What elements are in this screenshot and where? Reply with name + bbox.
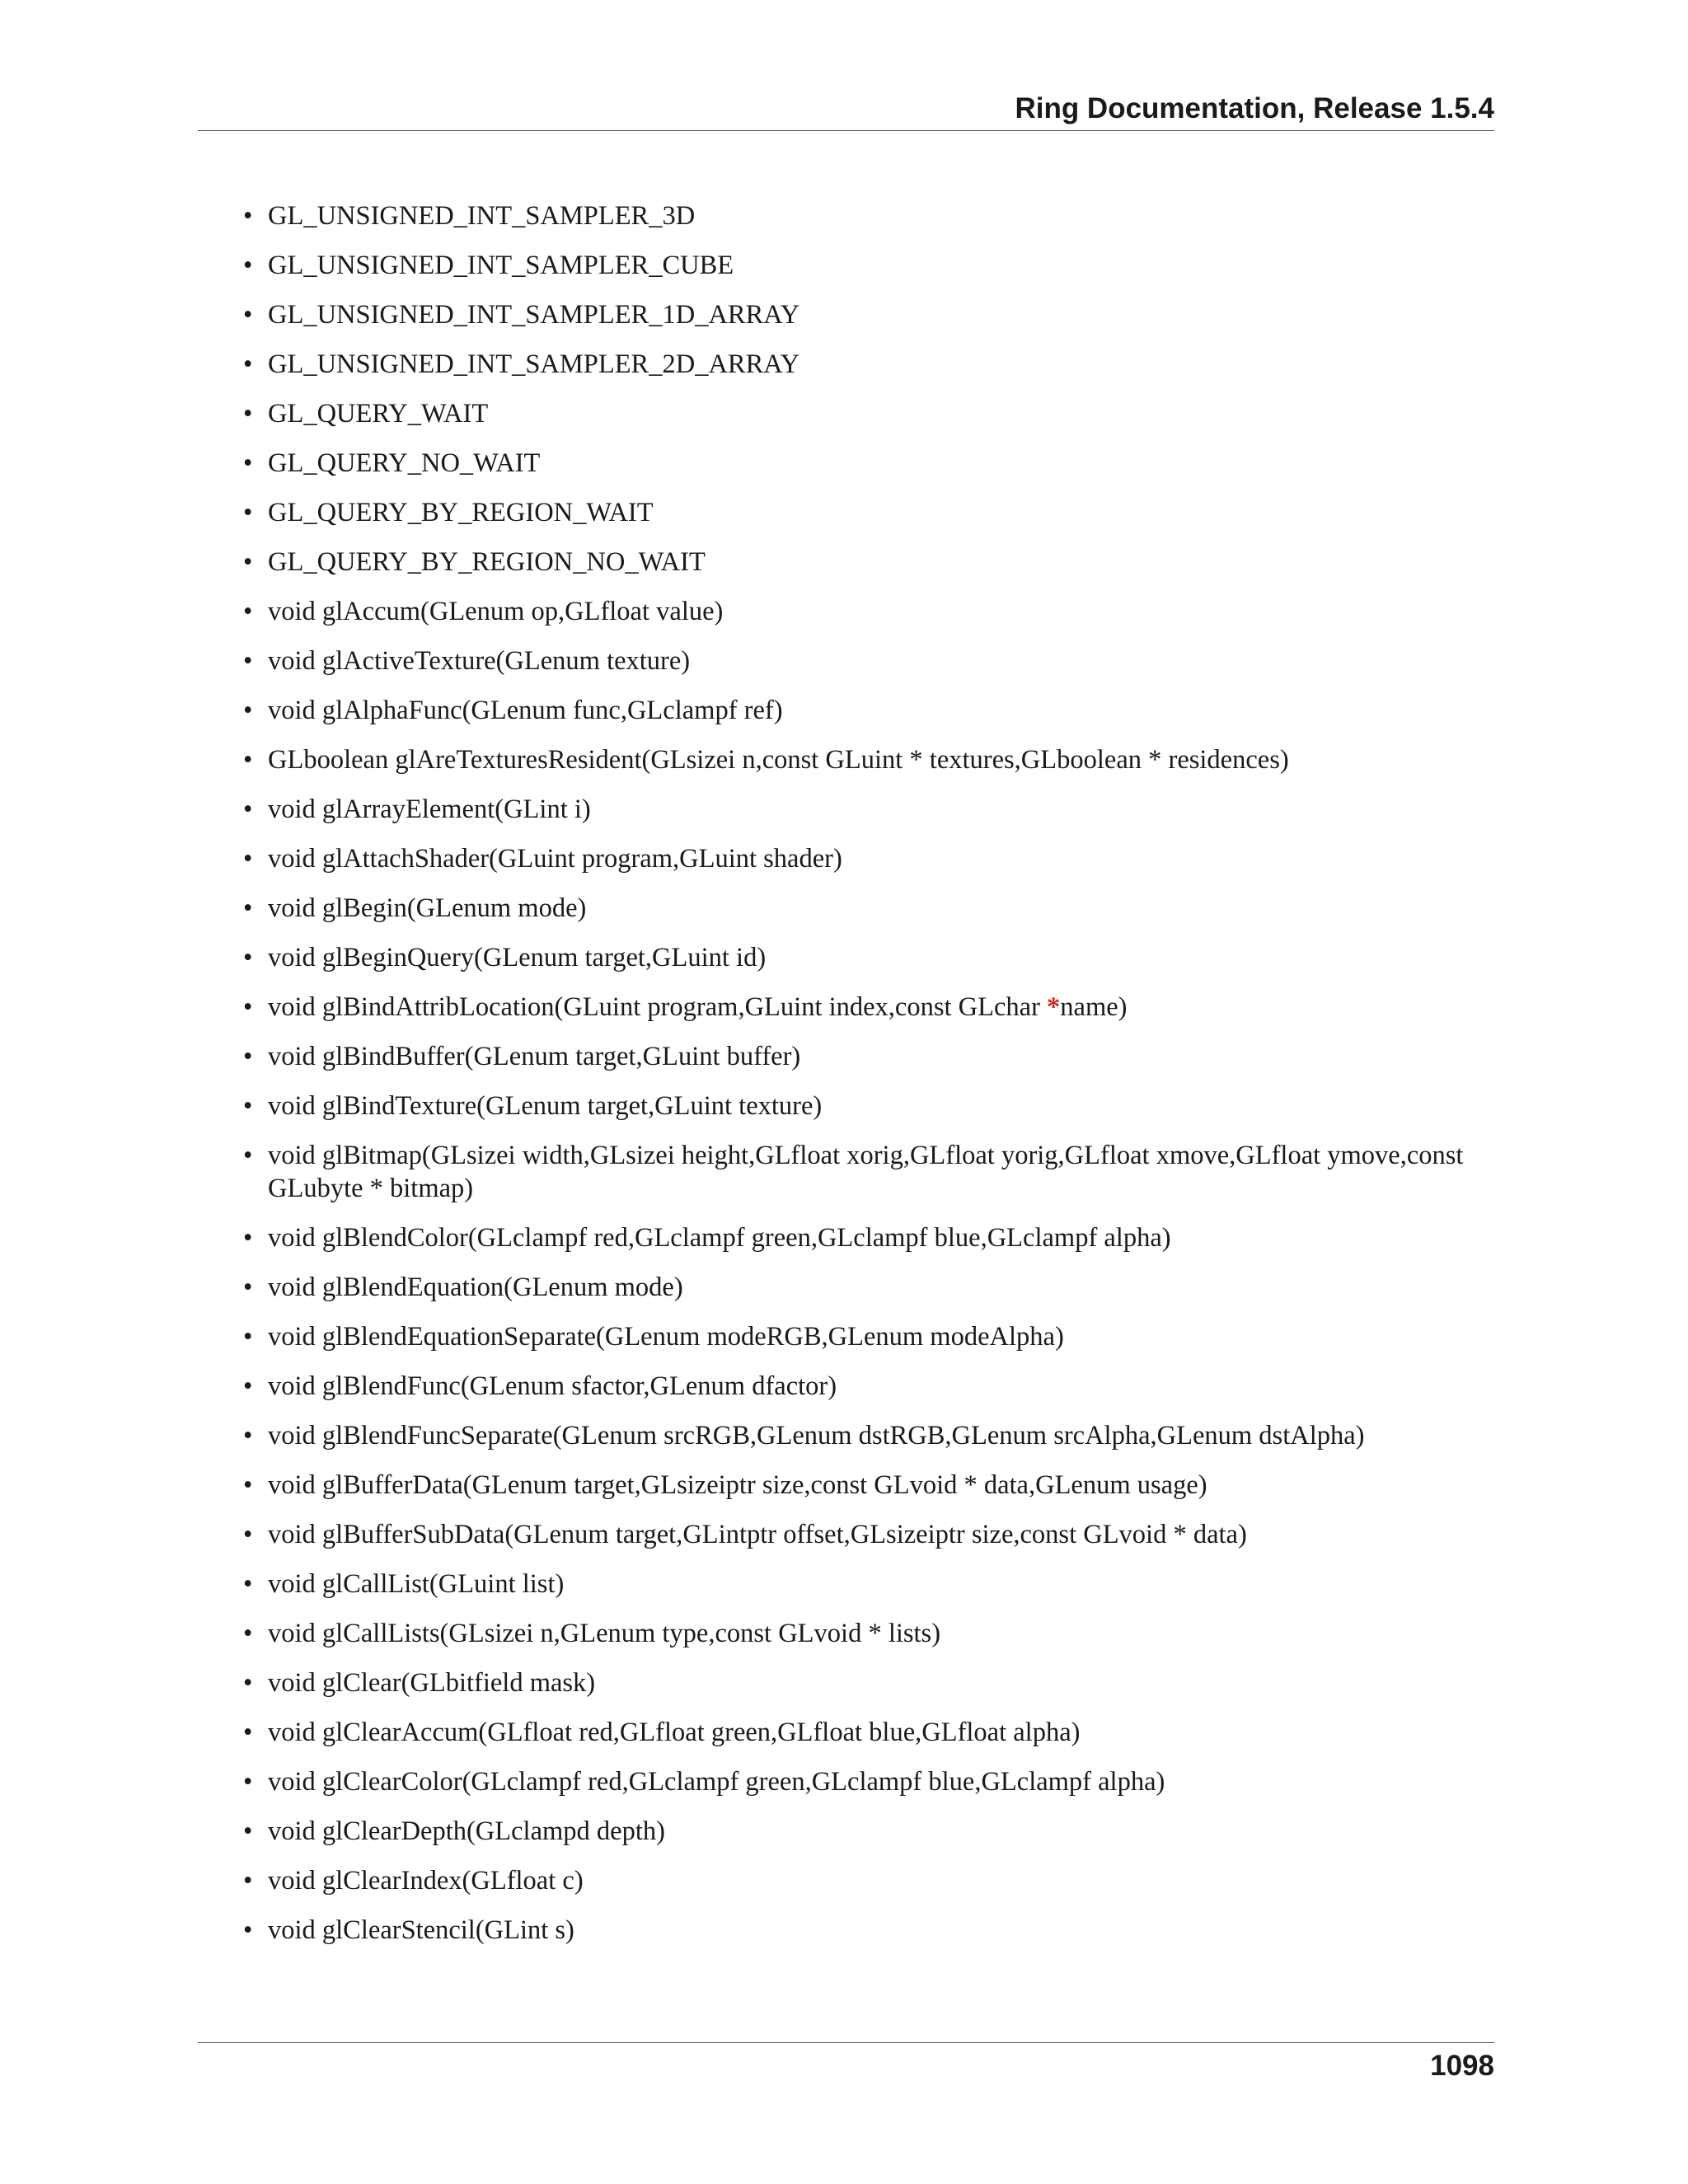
list-item <box>243 941 1496 974</box>
list-item-text: void glCallLists(GLsizei n,GLenum type,const GLvoid * lists) <box>268 1619 941 1648</box>
list-item-text: GL_UNSIGNED_INT_SAMPLER_3D <box>268 201 696 231</box>
list-item <box>243 1040 1496 1073</box>
bullet-icon: • <box>243 1042 253 1071</box>
list-item-text: GL_QUERY_NO_WAIT <box>268 448 541 478</box>
bullet-icon: • <box>243 1322 253 1352</box>
list-item <box>243 1469 1496 1502</box>
list-item-text: void glClear(GLbitfield mask) <box>268 1668 596 1698</box>
list-item <box>243 199 1496 232</box>
list-item-text: void glAttachShader(GLuint program,GLuint shader) <box>268 844 842 874</box>
list-item <box>243 595 1496 628</box>
bullet-icon: • <box>243 646 253 676</box>
list-item <box>243 397 1496 430</box>
list-item-text: void glBitmap(GLsizei width,GLsizei height,GLfloat xorig,GLfloat yorig,GLfloat xmove,GLfloat ymove,const GLubyte * bitmap) <box>268 1141 1464 1203</box>
list-item <box>243 1617 1496 1650</box>
footer-divider <box>198 2042 1494 2043</box>
bullet-icon: • <box>243 844 253 874</box>
list-item-text: void glBlendColor(GLclampf red,GLclampf green,GLclampf blue,GLclampf alpha) <box>268 1223 1171 1253</box>
list-item-text: void glBufferData(GLenum target,GLsizeiptr size,const GLvoid * data,GLenum usage) <box>268 1470 1207 1500</box>
bullet-icon: • <box>243 1569 253 1599</box>
bullet-icon: • <box>243 1915 253 1945</box>
bullet-icon: • <box>243 1668 253 1698</box>
list-item <box>243 1765 1496 1798</box>
bullet-icon: • <box>243 448 253 478</box>
list-item <box>243 1518 1496 1551</box>
list-item-text <box>268 992 1127 1022</box>
bullet-icon: • <box>243 547 253 577</box>
bullet-icon: • <box>243 1223 253 1253</box>
list-item <box>243 1666 1496 1699</box>
list-item <box>243 1568 1496 1601</box>
list-item-text: void glBindTexture(GLenum target,GLuint texture) <box>268 1091 823 1121</box>
bullet-icon: • <box>243 1421 253 1451</box>
list-item-text: void glArrayElement(GLint i) <box>268 794 591 824</box>
bullet-icon: • <box>243 1619 253 1648</box>
bullet-icon: • <box>243 943 253 972</box>
list-item-text: void glClearAccum(GLfloat red,GLfloat green,GLfloat blue,GLfloat alpha) <box>268 1718 1081 1747</box>
bullet-icon: • <box>243 1767 253 1797</box>
list-item-text: void glBufferSubData(GLenum target,GLintptr offset,GLsizeiptr size,const GLvoid * data) <box>268 1520 1247 1549</box>
list-item <box>243 1271 1496 1304</box>
bullet-icon: • <box>243 1141 253 1170</box>
list-item <box>243 842 1496 875</box>
bullet-icon: • <box>243 1470 253 1500</box>
list-item-text: void glActiveTexture(GLenum texture) <box>268 646 691 676</box>
header-divider <box>198 130 1494 131</box>
bullet-icon: • <box>243 300 253 330</box>
list-item-text: GLboolean glAreTexturesResident(GLsizei n,const GLuint * textures,GLboolean * residences) <box>268 745 1289 775</box>
bullet-icon: • <box>243 597 253 626</box>
list-item <box>243 793 1496 826</box>
list-item-text: void glBlendEquationSeparate(GLenum modeRGB,GLenum modeAlpha) <box>268 1322 1064 1352</box>
list-item <box>243 694 1496 727</box>
list-item-text: GL_QUERY_WAIT <box>268 399 489 429</box>
list-item <box>243 249 1496 282</box>
list-item-text: void glClearStencil(GLint s) <box>268 1915 574 1945</box>
list-item <box>243 892 1496 925</box>
list-item <box>243 1370 1496 1403</box>
list-item <box>243 1139 1496 1205</box>
list-item <box>243 348 1496 381</box>
page-header-title: Ring Documentation, Release 1.5.4 <box>1015 92 1494 124</box>
list-item-text: GL_UNSIGNED_INT_SAMPLER_1D_ARRAY <box>268 300 800 330</box>
list-item-text-before: void glBindAttribLocation(GLuint program,GLuint index,const GLchar <box>268 992 1048 1022</box>
list-item-text: void glBeginQuery(GLenum target,GLuint id) <box>268 943 767 972</box>
list-item <box>243 644 1496 677</box>
bullet-icon: • <box>243 1718 253 1747</box>
bullet-icon: • <box>243 251 253 280</box>
bullet-icon: • <box>243 201 253 231</box>
bullet-icon: • <box>243 696 253 725</box>
list-item-text-after: name) <box>1060 992 1128 1022</box>
list-item <box>243 546 1496 579</box>
list-item <box>243 496 1496 529</box>
bullet-icon: • <box>243 992 253 1022</box>
list-item-text: GL_UNSIGNED_INT_SAMPLER_CUBE <box>268 251 734 280</box>
list-item-text: GL_UNSIGNED_INT_SAMPLER_2D_ARRAY <box>268 349 800 379</box>
bullet-icon: • <box>243 1816 253 1846</box>
list-item-text: GL_QUERY_BY_REGION_NO_WAIT <box>268 547 706 577</box>
list-item-text: GL_QUERY_BY_REGION_WAIT <box>268 498 654 527</box>
list-item <box>243 743 1496 776</box>
list-item <box>243 991 1496 1024</box>
list-item-text: void glBegin(GLenum mode) <box>268 893 587 923</box>
bullet-icon: • <box>243 745 253 775</box>
list-item-text: void glBindBuffer(GLenum target,GLuint buffer) <box>268 1042 801 1071</box>
list-item-text: void glCallList(GLuint list) <box>268 1569 565 1599</box>
page-number: 1098 <box>1430 2050 1494 2082</box>
list-item-text: void glBlendFuncSeparate(GLenum srcRGB,GLenum dstRGB,GLenum srcAlpha,GLenum dstAlpha) <box>268 1421 1365 1451</box>
highlighted-asterisk: * <box>1047 992 1061 1022</box>
list-item <box>243 1864 1496 1897</box>
list-item-text: void glBlendEquation(GLenum mode) <box>268 1272 683 1302</box>
list-item <box>243 1914 1496 1947</box>
list-item <box>243 1320 1496 1353</box>
api-item-list <box>243 199 1496 1963</box>
list-item-text: void glBlendFunc(GLenum sfactor,GLenum dfactor) <box>268 1371 837 1401</box>
bullet-icon: • <box>243 349 253 379</box>
bullet-icon: • <box>243 1520 253 1549</box>
list-item <box>243 1221 1496 1254</box>
list-item-text: void glClearDepth(GLclampd depth) <box>268 1816 665 1846</box>
bullet-icon: • <box>243 1371 253 1401</box>
bullet-icon: • <box>243 794 253 824</box>
list-item <box>243 1090 1496 1122</box>
list-item-text: void glClearIndex(GLfloat c) <box>268 1866 584 1896</box>
list-item <box>243 1815 1496 1848</box>
bullet-icon: • <box>243 1272 253 1302</box>
list-item-text: void glAlphaFunc(GLenum func,GLclampf ref) <box>268 696 783 725</box>
bullet-icon: • <box>243 399 253 429</box>
bullet-icon: • <box>243 893 253 923</box>
list-item <box>243 1716 1496 1749</box>
list-item <box>243 298 1496 331</box>
list-item <box>243 447 1496 480</box>
list-item <box>243 1419 1496 1452</box>
bullet-icon: • <box>243 498 253 527</box>
list-item-text: void glAccum(GLenum op,GLfloat value) <box>268 597 724 626</box>
list-item-text: void glClearColor(GLclampf red,GLclampf green,GLclampf blue,GLclampf alpha) <box>268 1767 1165 1797</box>
bullet-icon: • <box>243 1091 253 1121</box>
bullet-icon: • <box>243 1866 253 1896</box>
